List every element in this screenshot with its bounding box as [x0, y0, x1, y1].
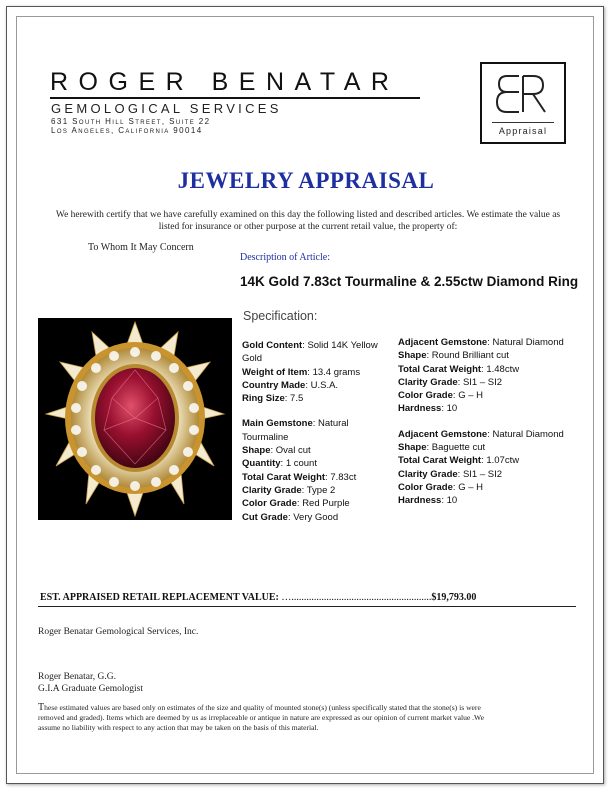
spec-weight: Weight of Item: 13.4 grams	[242, 366, 361, 378]
spec-main-cut: Cut Grade: Very Good	[242, 511, 339, 523]
company-subtitle: GEMOLOGICAL SERVICES	[51, 101, 282, 116]
spec-main-carat: Total Carat Weight: 7.83ct	[242, 471, 357, 483]
spec-adj2-carat: Total Carat Weight: 1.07ctw	[398, 455, 520, 467]
address-line-1: 631 South Hill Street, Suite 22	[51, 117, 211, 126]
spec-gold-content: Gold Content: Solid 14K Yellow Gold	[242, 340, 378, 365]
appraisal-logo	[480, 62, 566, 144]
disclaimer-initial: T	[38, 702, 45, 713]
address-line-2: Los Angeles, California 90014	[51, 126, 203, 135]
spec-adj2-color: Color Grade: G – H	[398, 481, 483, 493]
item-title: 14K Gold 7.83ct Tourmaline & 2.55ctw Diamond Ring	[240, 274, 579, 289]
spec-adj1-carat: Total Carat Weight: 1.48ctw	[398, 363, 520, 375]
estimate-value: $19,793.00	[431, 592, 477, 603]
spec-country: Country Made: U.S.A.	[242, 379, 339, 391]
spec-adj2-shape: Shape: Baguette cut	[398, 442, 486, 454]
ring-photo	[38, 318, 232, 520]
logo-label: Appraisal	[498, 126, 548, 136]
ring-image-icon	[38, 318, 232, 520]
recipient: To Whom It May Concern	[88, 242, 194, 253]
br-monogram-icon	[493, 72, 553, 116]
company-name: ROGER BENATAR	[50, 68, 400, 96]
spec-right-column	[398, 336, 583, 508]
spec-left-column	[242, 339, 392, 524]
letterhead-rule	[50, 97, 420, 99]
company-line: Roger Benatar Gemological Services, Inc.	[38, 627, 199, 637]
document-title: JEWELRY APPRAISAL	[177, 168, 435, 193]
certification-text: We herewith certify that we have carefully examined on this day the following listed and described articles. We estimate the value as listed for insurance or other purpose at the current retail value, the property of:	[55, 210, 561, 232]
spec-adj1-hardness: Hardness: 10	[398, 403, 458, 415]
spec-adj1-shape: Shape: Round Brilliant cut	[398, 350, 509, 362]
estimate-dots: …........................................................	[281, 592, 432, 603]
spec-adj2-clarity: Clarity Grade: SI1 – SI2	[398, 468, 503, 480]
spec-adj1-color: Color Grade: G – H	[398, 390, 483, 402]
spec-main-color: Color Grade: Red Purple	[242, 498, 350, 510]
specification-heading: Specification:	[243, 309, 318, 323]
signer-credential: G.I.A Graduate Gemologist	[38, 684, 144, 694]
logo-divider	[492, 122, 554, 123]
estimate-label: EST. APPRAISED RETAIL REPLACEMENT VALUE:	[40, 592, 279, 603]
disclaimer	[38, 703, 508, 733]
spec-adj1-clarity: Clarity Grade: SI1 – SI2	[398, 376, 503, 388]
description-label: Description of Article:	[240, 252, 330, 263]
signer-name: Roger Benatar, G.G.	[38, 672, 116, 682]
disclaimer-text: hese estimated values are based only on estimates of the size and quality of mounted stone(s) (unless specifically stated that the stone(s) is were removed and graded). Items which are deemed by us as irreplaceable or antique in nature are expressed as our opinion of current market value .We assume no liability with respect to any action that may be taken on the basis of this material.	[38, 703, 484, 732]
spec-main-clarity: Clarity Grade: Type 2	[242, 484, 336, 496]
spec-adj2-gemstone: Adjacent Gemstone: Natural Diamond	[398, 428, 564, 440]
spec-main-gemstone: Main Gemstone: Natural Tourmaline	[242, 418, 349, 443]
estimate-rule	[38, 606, 576, 607]
estimated-value-line	[40, 592, 476, 603]
spec-adj2-hardness: Hardness: 10	[398, 495, 458, 507]
spec-adj1-gemstone: Adjacent Gemstone: Natural Diamond	[398, 337, 564, 348]
spec-main-quantity: Quantity: 1 count	[242, 458, 317, 470]
spec-main-shape: Shape: Oval cut	[242, 445, 311, 457]
logo-monogram	[482, 72, 564, 123]
spec-ring-size: Ring Size: 7.5	[242, 393, 304, 405]
